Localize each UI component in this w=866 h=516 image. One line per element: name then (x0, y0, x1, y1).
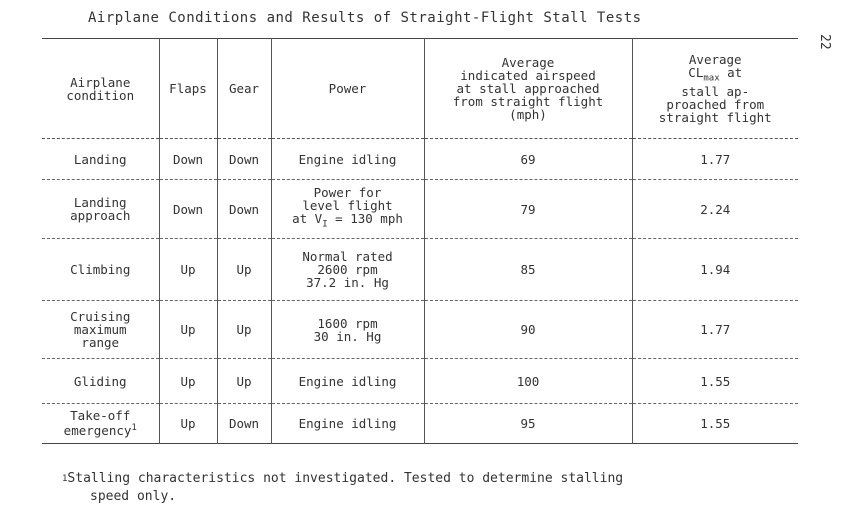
table-row (42, 180, 798, 239)
cell-power: Engine idling (271, 359, 424, 404)
table-row (42, 139, 798, 180)
cell-gear: Up (217, 301, 271, 359)
table-row (42, 359, 798, 404)
power-text-sub: I (322, 219, 328, 230)
cell-gear: Down (217, 180, 271, 239)
cell-airspeed: 95 (424, 404, 632, 444)
power-text-post: = 130 mph (327, 211, 403, 227)
cell-cl-max: 2.24 (632, 180, 798, 239)
header-airspeed: Average indicated airspeed at stall approached from straight flight (mph) (424, 39, 632, 139)
cell-airspeed: 85 (424, 239, 632, 301)
cell-gear: Up (217, 359, 271, 404)
cell-power: 1600 rpm 30 in. Hg (271, 301, 424, 359)
header-condition: Airplane condition (42, 39, 159, 139)
cell-condition: Landing approach (42, 180, 159, 239)
header-cl-pre: Average CL (688, 51, 742, 80)
table-row (42, 301, 798, 359)
header-cl-post: at stall ap- proached from straight flight (658, 64, 772, 126)
cell-flaps: Down (159, 180, 217, 239)
table-row (42, 404, 798, 444)
cell-power: Engine idling (271, 404, 424, 444)
condition-text: Take-off emergency (63, 408, 132, 439)
cell-condition: Climbing (42, 239, 159, 301)
table-title: Airplane Conditions and Results of Straight-Flight Stall Tests (88, 10, 642, 26)
cell-cl-max: 1.77 (632, 139, 798, 180)
footnote-line-2: speed only. (90, 489, 177, 504)
cell-cl-max: 1.77 (632, 301, 798, 359)
cell-airspeed: 90 (424, 301, 632, 359)
footnote-line-1: Stalling characteristics not investigated. Tested to determine stalling (67, 471, 624, 486)
header-gear: Gear (217, 39, 271, 139)
cell-condition (42, 404, 159, 444)
cell-condition: Gliding (42, 359, 159, 404)
cell-flaps: Up (159, 404, 217, 444)
page-number: 22 (817, 34, 832, 50)
power-text-pre: Power for level flight at V (292, 185, 393, 227)
cell-power (271, 180, 424, 239)
cell-power: Normal rated 2600 rpm 37.2 in. Hg (271, 239, 424, 301)
footnote-mark: 1 (131, 423, 137, 434)
header-flaps: Flaps (159, 39, 217, 139)
cell-airspeed: 79 (424, 180, 632, 239)
header-power: Power (271, 39, 424, 139)
cell-flaps: Down (159, 139, 217, 180)
cell-condition: Cruising maximum range (42, 301, 159, 359)
cell-gear: Down (217, 139, 271, 180)
cell-cl-max: 1.55 (632, 404, 798, 444)
cell-cl-max: 1.55 (632, 359, 798, 404)
cell-power: Engine idling (271, 139, 424, 180)
footnote-number: 1 (62, 474, 68, 484)
header-cl-sub: max (703, 73, 720, 84)
table-header-row (42, 39, 798, 139)
cell-flaps: Up (159, 301, 217, 359)
stall-test-table (42, 38, 798, 444)
cell-gear: Down (217, 404, 271, 444)
cell-gear: Up (217, 239, 271, 301)
header-cl-max (632, 39, 798, 139)
cell-airspeed: 69 (424, 139, 632, 180)
cell-cl-max: 1.94 (632, 239, 798, 301)
cell-condition: Landing (42, 139, 159, 180)
table-row (42, 239, 798, 301)
cell-flaps: Up (159, 359, 217, 404)
footnote (62, 470, 623, 506)
cell-flaps: Up (159, 239, 217, 301)
cell-airspeed: 100 (424, 359, 632, 404)
